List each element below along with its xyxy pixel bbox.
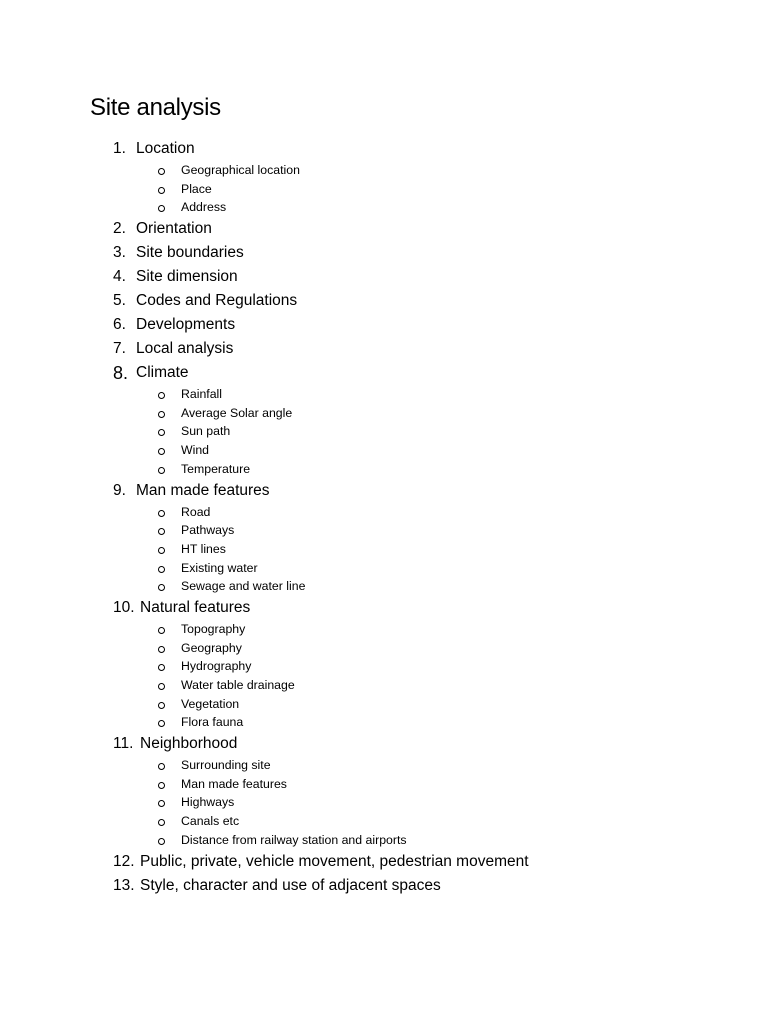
list-item-4 bbox=[0, 266, 768, 290]
circle-bullet-icon bbox=[158, 566, 165, 573]
list-item-row bbox=[0, 218, 768, 242]
list-item-row bbox=[0, 851, 768, 875]
circle-bullet-icon bbox=[158, 782, 165, 789]
sublist-item bbox=[0, 504, 768, 523]
sublist-item bbox=[0, 813, 768, 832]
sublist-item-label: Place bbox=[181, 181, 212, 196]
list-item-7 bbox=[0, 338, 768, 362]
list-item-10 bbox=[0, 597, 768, 733]
circle-bullet-icon bbox=[158, 838, 165, 845]
list-item-number: 13. bbox=[113, 876, 135, 894]
circle-bullet-icon bbox=[158, 528, 165, 535]
list-item-12 bbox=[0, 851, 768, 875]
list-item-1 bbox=[0, 138, 768, 218]
list-item-label: Site dimension bbox=[136, 268, 238, 286]
list-item-label: Local analysis bbox=[136, 340, 234, 358]
list-item-number: 7. bbox=[113, 340, 126, 358]
list-item-label: Neighborhood bbox=[140, 735, 238, 753]
list-item-label: Codes and Regulations bbox=[136, 292, 298, 310]
circle-bullet-icon bbox=[158, 510, 165, 517]
list-item-row bbox=[0, 266, 768, 290]
sublist-item bbox=[0, 386, 768, 405]
sublist-item-label: Address bbox=[181, 200, 227, 215]
sublist-item bbox=[0, 640, 768, 659]
list-item-row bbox=[0, 242, 768, 266]
sublist-item-label: Geography bbox=[181, 640, 242, 655]
circle-bullet-icon bbox=[158, 763, 165, 770]
list-item-number: 1. bbox=[113, 140, 126, 157]
document-title: Site analysis bbox=[90, 94, 221, 121]
list-item-row bbox=[0, 362, 768, 386]
sublist-item bbox=[0, 162, 768, 181]
sublist-item-label: Vegetation bbox=[181, 696, 240, 711]
list-item-6 bbox=[0, 314, 768, 338]
sublist-item-label: Water table drainage bbox=[181, 678, 295, 692]
sublist-item bbox=[0, 696, 768, 715]
sublist-item-label: Pathways bbox=[181, 523, 235, 538]
sublist-item-label: Canals etc bbox=[181, 814, 240, 829]
sublist-climate bbox=[0, 386, 768, 479]
sublist-neighborhood bbox=[0, 757, 768, 850]
list-item-number: 5. bbox=[113, 292, 126, 310]
circle-bullet-icon bbox=[158, 205, 165, 212]
list-item-label: Public, private, vehicle movement, pedestrian movement bbox=[140, 852, 529, 870]
list-item-row bbox=[0, 290, 768, 314]
sublist-item bbox=[0, 578, 768, 597]
list-item-number: 2. bbox=[113, 220, 126, 238]
circle-bullet-icon bbox=[158, 720, 165, 727]
sublist-item bbox=[0, 832, 768, 851]
sublist-item bbox=[0, 621, 768, 640]
circle-bullet-icon bbox=[158, 702, 165, 709]
sublist-item-label: Sewage and water line bbox=[181, 579, 306, 594]
list-item-number: 3. bbox=[113, 244, 126, 262]
sublist-item bbox=[0, 181, 768, 200]
sublist-item bbox=[0, 522, 768, 541]
circle-bullet-icon bbox=[158, 664, 165, 671]
site-analysis-list bbox=[0, 138, 768, 899]
circle-bullet-icon bbox=[158, 448, 165, 455]
sublist-item bbox=[0, 405, 768, 424]
list-item-label: Location bbox=[136, 140, 195, 157]
circle-bullet-icon bbox=[158, 800, 165, 807]
list-item-row bbox=[0, 733, 768, 757]
sublist-item bbox=[0, 677, 768, 696]
sublist-item-label: Hydrography bbox=[181, 659, 252, 674]
sublist-item-label: Topography bbox=[181, 621, 246, 636]
list-item-row bbox=[0, 314, 768, 338]
list-item-number: 12. bbox=[113, 852, 135, 870]
sublist-item bbox=[0, 757, 768, 776]
list-item-row bbox=[0, 338, 768, 362]
list-item-label: Man made features bbox=[136, 481, 270, 499]
circle-bullet-icon bbox=[158, 187, 165, 194]
sublist-item-label: Rainfall bbox=[181, 387, 223, 402]
list-item-label: Natural features bbox=[140, 598, 251, 616]
sublist-item-label: Surrounding site bbox=[181, 758, 271, 773]
list-item-3 bbox=[0, 242, 768, 266]
sublist-item-label: Temperature bbox=[181, 461, 251, 476]
circle-bullet-icon bbox=[158, 683, 165, 690]
sublist-item-label: Road bbox=[181, 504, 211, 519]
list-item-row bbox=[0, 138, 768, 162]
list-item-label: Orientation bbox=[136, 220, 212, 238]
sublist-item-label: HT lines bbox=[181, 541, 226, 556]
sublist-item-label: Flora fauna bbox=[181, 715, 244, 730]
sublist-item bbox=[0, 461, 768, 480]
sublist-item bbox=[0, 658, 768, 677]
circle-bullet-icon bbox=[158, 168, 165, 175]
list-item-number: 6. bbox=[113, 316, 126, 334]
sublist-item bbox=[0, 776, 768, 795]
list-item-label: Style, character and use of adjacent spaces bbox=[140, 876, 441, 894]
circle-bullet-icon bbox=[158, 467, 165, 474]
sublist-item-label: Sun path bbox=[181, 424, 231, 439]
list-item-label: Climate bbox=[136, 364, 189, 382]
list-item-13 bbox=[0, 875, 768, 899]
sublist-location bbox=[0, 162, 768, 218]
sublist-item bbox=[0, 794, 768, 813]
list-item-8 bbox=[0, 362, 768, 479]
list-item-number: 8. bbox=[113, 363, 129, 384]
circle-bullet-icon bbox=[158, 627, 165, 634]
list-item-number: 10. bbox=[113, 598, 135, 616]
sublist-item-label: Highways bbox=[181, 795, 235, 810]
sublist-man-made-features bbox=[0, 504, 768, 597]
sublist-item-label: Existing water bbox=[181, 560, 258, 575]
sublist-item-label: Distance from railway station and airports bbox=[181, 832, 407, 847]
sublist-item-label: Average Solar angle bbox=[181, 405, 293, 420]
list-item-2 bbox=[0, 218, 768, 242]
sublist-item bbox=[0, 560, 768, 579]
sublist-item bbox=[0, 199, 768, 218]
list-item-number: 4. bbox=[113, 268, 126, 286]
sublist-item-label: Geographical location bbox=[181, 163, 300, 177]
list-item-row bbox=[0, 480, 768, 504]
list-item-number: 11. bbox=[113, 735, 134, 753]
list-item-5 bbox=[0, 290, 768, 314]
list-item-label: Site boundaries bbox=[136, 244, 244, 262]
sublist-item-label: Wind bbox=[181, 443, 210, 458]
circle-bullet-icon bbox=[158, 411, 165, 418]
sublist-item bbox=[0, 541, 768, 560]
list-item-11 bbox=[0, 733, 768, 850]
sublist-item bbox=[0, 442, 768, 461]
list-item-9 bbox=[0, 480, 768, 597]
circle-bullet-icon bbox=[158, 819, 165, 826]
circle-bullet-icon bbox=[158, 646, 165, 653]
sublist-item bbox=[0, 423, 768, 442]
sublist-item-label: Man made features bbox=[181, 776, 287, 791]
sublist-item bbox=[0, 714, 768, 733]
list-item-row bbox=[0, 875, 768, 899]
circle-bullet-icon bbox=[158, 584, 165, 591]
list-item-label: Developments bbox=[136, 316, 236, 334]
list-item-number: 9. bbox=[113, 481, 126, 499]
circle-bullet-icon bbox=[158, 547, 165, 554]
circle-bullet-icon bbox=[158, 429, 165, 436]
list-item-row bbox=[0, 597, 768, 621]
sublist-natural-features bbox=[0, 621, 768, 733]
circle-bullet-icon bbox=[158, 392, 165, 399]
